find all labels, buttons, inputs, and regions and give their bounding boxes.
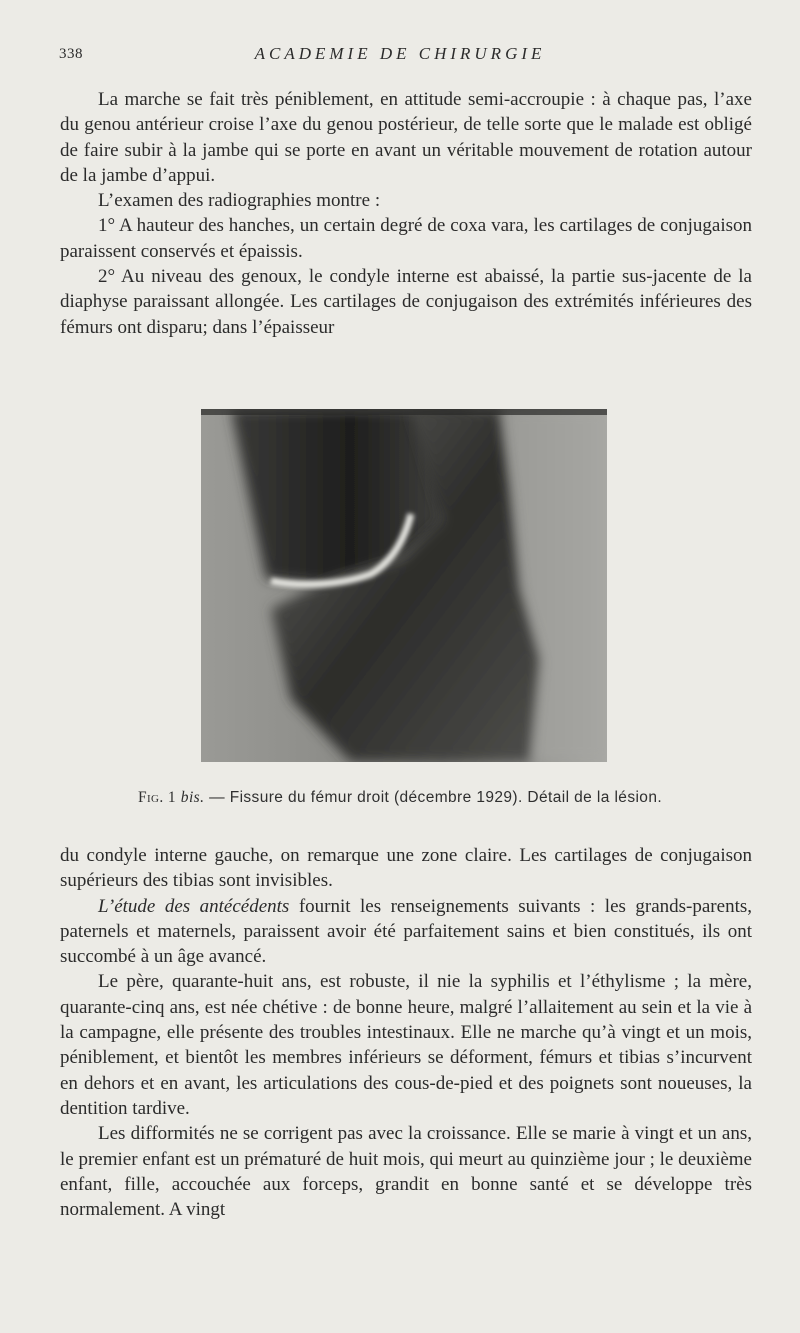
paragraph: 2° Au niveau des genoux, le condyle interne est abaissé, la partie sus-jacente de la diaphyse paraissant allongée. Les cartilages de conjugaison des extrémités inférieures des fémurs ont disparu; dans l’épaisseur: [60, 266, 752, 338]
running-head: ACADEMIE DE CHIRURGIE: [254, 44, 546, 63]
italic-lead: L’étude des antécédents: [98, 895, 290, 917]
paragraph: [60, 894, 752, 970]
text-block-bottom: [60, 843, 752, 1222]
radiograph-image: [201, 409, 607, 762]
caption-text: — Fissure du fémur droit (décembre 1929). Détail de la lésion.: [209, 789, 663, 806]
paragraph: du condyle interne gauche, on remarque une zone claire. Les cartilages de conjugaison supérieurs des tibias sont invisibles.: [60, 845, 752, 892]
caption-label: Fig. 1: [137, 789, 177, 806]
radiograph-figure: [201, 409, 607, 762]
text-block-top: [60, 87, 752, 340]
paragraph: Le père, quarante-huit ans, est robuste, il nie la syphilis et l’éthylisme ; la mère, quarante-cinq ans, est née chétive : de bonne heure, malgré l’allaitement au sein et la vie à la campagne, elle présente des troubles intestinaux. Elle ne marche qu’à vingt et un mois, péniblement, et bientôt les membres inférieurs se déforment, fémurs et tibias s’incurvent en dehors et en avant, les articulations des cous-de-pied et des poignets sont noueuses, la dentition tardive.: [60, 971, 752, 1119]
caption-bis: bis.: [180, 789, 205, 806]
paragraph: L’examen des radiographies montre :: [98, 190, 381, 212]
paragraph: 1° A hauteur des hanches, un certain degré de coxa vara, les cartilages de conjugaison paraissent conservés et épaissis.: [60, 215, 752, 262]
paragraph-rest: fournit les renseignements suivants : les grands-parents, paternels et maternels, paraissent avoir été parfaitement sains et bien constitués, ils ont succombé à un âge avancé.: [60, 895, 752, 968]
paragraph: Les difformités ne se corrigent pas avec la croissance. Elle se marie à vingt et un ans, le premier enfant est un prématuré de huit mois, qui meurt au quinzième jour ; le deuxième enfant, fille, accouchée aux forceps, grandit en bonne santé et se développe très normalement. A vingt: [60, 1123, 752, 1221]
page-number: 338: [59, 46, 83, 62]
figure-caption: [0, 789, 800, 807]
paragraph: La marche se fait très péniblement, en attitude semi-accroupie : à chaque pas, l’axe du genou antérieur croise l’axe du genou postérieur, de telle sorte que le malade est obligé de faire subir à la jambe qui se porte en avant un véritable mouvement de rotation autour de la jambe d’appui.: [60, 89, 752, 186]
